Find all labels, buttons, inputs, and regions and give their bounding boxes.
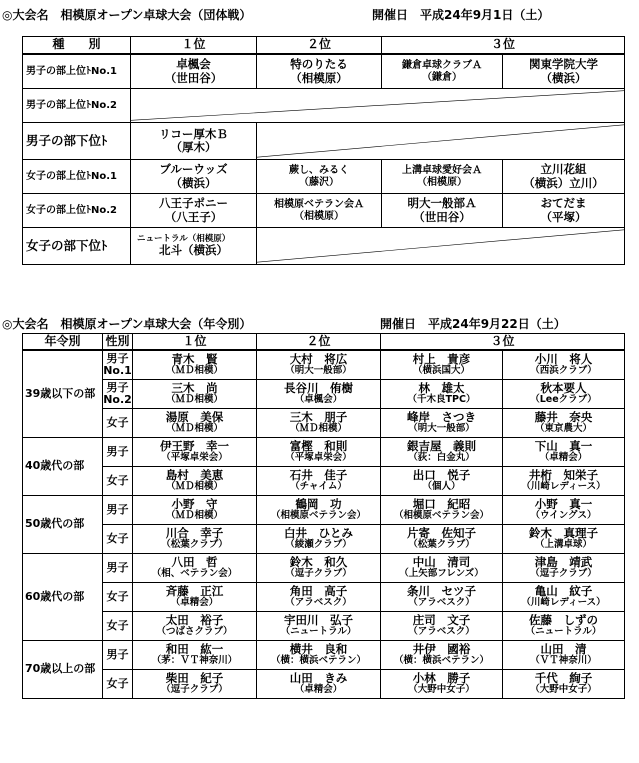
player-name: 小野 守 xyxy=(171,496,218,511)
player-name: 鈴木 和久 xyxy=(289,554,348,569)
sex-cell: 女子 xyxy=(103,612,133,641)
player-club: （卓精会） xyxy=(294,684,343,696)
table-row xyxy=(23,54,625,89)
winner-cell xyxy=(133,438,257,467)
category-cell: 男子の部下位ﾄ xyxy=(23,123,131,160)
table-row xyxy=(23,467,625,496)
result-cell: 立川花組 （横浜）立川） xyxy=(503,160,625,194)
player-club: （綾瀬クラブ） xyxy=(285,539,352,551)
player-club: （卓精会） xyxy=(170,597,219,609)
sex-cell: 男子 xyxy=(103,438,133,467)
sex-cell: 男子 No.1 xyxy=(103,350,133,380)
table-row xyxy=(23,160,625,194)
result-cell: リコー厚木Ｂ （厚木） xyxy=(131,123,257,160)
player-name: 条川 セツ子 xyxy=(407,583,476,598)
player-club: （大野中女子） xyxy=(530,684,597,696)
table-row xyxy=(23,228,625,265)
player-club: （平塚卓栄会） xyxy=(285,452,352,464)
sex-cell: 男子 xyxy=(103,641,133,670)
winner-cell xyxy=(133,612,257,641)
winner-cell xyxy=(381,467,503,496)
table-row xyxy=(23,89,625,123)
winner-cell xyxy=(133,525,257,554)
player-club: （明大一般部） xyxy=(408,423,475,435)
winner-cell xyxy=(381,612,503,641)
winner-cell xyxy=(133,496,257,525)
player-club: （茅：ＶＴ神奈川） xyxy=(151,655,238,667)
player-club: （明大一般部） xyxy=(285,365,352,377)
winner-cell xyxy=(503,525,625,554)
header-sex: 性別 xyxy=(103,334,133,351)
table-row xyxy=(23,612,625,641)
player-club: （ＭＤ相模） xyxy=(165,394,223,406)
age-group-cell: 70歳以上の部 xyxy=(23,641,103,699)
player-name: 三木 尚 xyxy=(171,380,218,395)
player-name: 秋本要人 xyxy=(540,380,587,395)
age-group-cell: 39歳以下の部 xyxy=(23,350,103,438)
player-name: 片寄 佐知子 xyxy=(407,525,476,540)
player-name: 角田 高子 xyxy=(289,583,348,598)
winner-cell xyxy=(257,525,381,554)
slash-line xyxy=(257,228,624,264)
winner-cell xyxy=(503,670,625,699)
winner-cell xyxy=(381,641,503,670)
player-club: （逗子クラブ） xyxy=(161,684,228,696)
age-event-header xyxy=(2,315,632,332)
result-cell: 関東学院大学 （横浜） xyxy=(503,54,625,89)
table-row xyxy=(23,641,625,670)
player-club: （アラベスク） xyxy=(408,626,475,638)
winner-cell xyxy=(503,380,625,409)
result-cell: 蕨し、みるく （藤沢） xyxy=(257,160,382,194)
winner-cell xyxy=(257,409,381,438)
player-name: 井桁 知栄子 xyxy=(529,467,598,482)
winner-cell xyxy=(257,350,381,380)
player-club: （千木良TPC） xyxy=(407,394,476,406)
player-name: 佐藤 しずの xyxy=(529,612,598,627)
result-cell: ニュートラル（相模原） 北斗（横浜） xyxy=(131,228,257,265)
winner-cell xyxy=(503,612,625,641)
player-name: 小林 勝子 xyxy=(412,670,471,685)
player-club: （アラベスク） xyxy=(408,597,475,609)
player-name: 和田 紘一 xyxy=(165,641,224,656)
player-club: （上溝卓球） xyxy=(535,539,593,551)
player-club: （Leeクラブ） xyxy=(530,394,597,406)
player-name: 鶴岡 功 xyxy=(295,496,342,511)
player-club: （横：横浜ベテラン） xyxy=(393,655,489,667)
winner-cell xyxy=(503,409,625,438)
winner-cell xyxy=(503,467,625,496)
winner-cell xyxy=(133,409,257,438)
player-club: （横：横浜ベテラン） xyxy=(270,655,366,667)
age-event-date: 開催日 平成24年9月22日（土） xyxy=(380,317,566,331)
header-first: １位 xyxy=(131,37,257,55)
empty-slashed-cell xyxy=(257,123,625,160)
player-club: （卓精会） xyxy=(539,452,588,464)
player-name: 小野 真一 xyxy=(534,496,593,511)
table-row xyxy=(23,350,625,380)
player-name: 下山 真一 xyxy=(534,438,593,453)
category-cell: 女子の部下位ﾄ xyxy=(23,228,131,265)
table-row xyxy=(23,554,625,583)
player-club: （川崎レディース） xyxy=(521,597,606,609)
player-club: （アラベスク） xyxy=(285,597,352,609)
player-name: 中山 清司 xyxy=(412,554,471,569)
result-cell: 相模原ベテラン会Ａ （相模原） xyxy=(257,194,382,228)
table-header-row xyxy=(23,37,625,55)
winner-cell xyxy=(257,670,381,699)
winner-cell xyxy=(381,525,503,554)
table-row xyxy=(23,409,625,438)
table-header-row xyxy=(23,334,625,351)
winner-cell xyxy=(503,554,625,583)
category-cell: 女子の部上位ﾄNo.2 xyxy=(23,194,131,228)
player-club: （東京農大） xyxy=(535,423,593,435)
result-cell: おてだま （平塚） xyxy=(503,194,625,228)
player-club: （相模原ベテラン会） xyxy=(270,510,366,522)
winner-cell xyxy=(381,409,503,438)
winner-cell xyxy=(257,612,381,641)
header-third: ３位 xyxy=(381,334,625,351)
result-cell: ブルーウッズ （横浜） xyxy=(131,160,257,194)
player-name: 藤井 奈央 xyxy=(534,409,593,424)
player-club: （ウイングス） xyxy=(530,510,597,522)
winner-cell xyxy=(257,496,381,525)
player-name: 島村 美恵 xyxy=(165,467,224,482)
player-name: 出口 悦子 xyxy=(412,467,471,482)
player-club: （逗子クラブ） xyxy=(530,568,597,580)
player-club: （上矢部フレンズ） xyxy=(399,568,484,580)
table-row xyxy=(23,438,625,467)
player-name: 亀山 紋子 xyxy=(534,583,593,598)
age-group-cell: 40歳代の部 xyxy=(23,438,103,496)
result-cell: 八王子ポニー （八王子） xyxy=(131,194,257,228)
player-club: （西浜クラブ） xyxy=(530,365,597,377)
sex-cell: 女子 xyxy=(103,583,133,612)
player-club: （ニュートラル） xyxy=(280,626,357,638)
player-name: 大村 将広 xyxy=(289,351,348,366)
empty-slashed-cell xyxy=(257,228,625,265)
player-club: （ＭＤ相模） xyxy=(165,365,223,377)
player-club: （相、ベテラン会） xyxy=(151,568,238,580)
player-name: 千代 絢子 xyxy=(534,670,593,685)
winner-cell xyxy=(381,670,503,699)
winner-cell xyxy=(381,438,503,467)
table-row xyxy=(23,123,625,160)
player-name: 青木 賢 xyxy=(171,351,218,366)
winner-cell xyxy=(257,554,381,583)
header-first: １位 xyxy=(133,334,257,351)
winner-cell xyxy=(257,583,381,612)
player-club: （チャイム） xyxy=(290,481,347,493)
player-club: （ＭＤ相模） xyxy=(165,481,223,493)
sex-cell: 女子 xyxy=(103,525,133,554)
result-cell: 明大一般部Ａ （世田谷） xyxy=(382,194,503,228)
player-club: （卓楓会） xyxy=(294,394,343,406)
table-row xyxy=(23,583,625,612)
slash-line xyxy=(257,123,624,159)
player-name: 宇田川 弘子 xyxy=(284,612,353,627)
winner-cell xyxy=(381,554,503,583)
sex-cell: 男子 xyxy=(103,496,133,525)
team-results-table xyxy=(22,36,625,265)
player-name: 石井 佳子 xyxy=(289,467,348,482)
empty-slashed-cell xyxy=(131,89,625,123)
winner-cell xyxy=(503,438,625,467)
player-club: （ＶＴ神奈川） xyxy=(530,655,597,667)
team-event-date: 開催日 平成24年9月1日（土） xyxy=(372,8,550,22)
winner-cell xyxy=(133,670,257,699)
sex-cell: 女子 xyxy=(103,467,133,496)
player-name: 富樫 和則 xyxy=(289,438,348,453)
result-cell: 鎌倉卓球クラブＡ （鎌倉） xyxy=(382,54,503,89)
header-second: ２位 xyxy=(257,37,382,55)
result-cell: 特のりたる （相模原） xyxy=(257,54,382,89)
winner-cell xyxy=(133,467,257,496)
player-name: 銀吉屋 義則 xyxy=(407,438,476,453)
header-second: ２位 xyxy=(257,334,381,351)
winner-cell xyxy=(257,467,381,496)
player-name: 津島 靖武 xyxy=(534,554,593,569)
player-name: 白井 ひとみ xyxy=(284,525,353,540)
winner-cell xyxy=(257,380,381,409)
sex-cell: 女子 xyxy=(103,409,133,438)
player-club: （横浜国大） xyxy=(412,365,470,377)
player-club: （ニュートラル） xyxy=(525,626,602,638)
sex-cell: 男子 No.2 xyxy=(103,380,133,409)
player-name: 柴田 紀子 xyxy=(165,670,224,685)
header-age: 年令別 xyxy=(23,334,103,351)
player-name: 八田 哲 xyxy=(171,554,218,569)
player-club: （個人） xyxy=(422,481,461,493)
player-club: （逗子クラブ） xyxy=(285,568,352,580)
team-event-title: ◎大会名 相模原オープン卓球大会（団体戦） xyxy=(2,8,252,22)
header-category: 種 別 xyxy=(23,37,131,55)
table-row xyxy=(23,496,625,525)
age-results-table xyxy=(22,333,625,699)
player-name: 横井 良和 xyxy=(289,641,348,656)
player-name: 斉藤 正江 xyxy=(165,583,224,598)
player-name: 堀口 紀昭 xyxy=(412,496,471,511)
player-name: 伊王野 幸一 xyxy=(160,438,229,453)
player-name: 峰岸 さつき xyxy=(407,409,476,424)
player-name: 小川 将人 xyxy=(534,351,593,366)
player-club: （ＭＤ相模） xyxy=(289,423,347,435)
player-club: （ＭＤ相模） xyxy=(165,510,223,522)
table-row xyxy=(23,380,625,409)
winner-cell xyxy=(381,496,503,525)
table-row xyxy=(23,525,625,554)
winner-cell xyxy=(503,641,625,670)
player-club: （平塚卓栄会） xyxy=(161,452,228,464)
team-event-header xyxy=(2,6,632,23)
category-cell: 男子の部上位ﾄNo.1 xyxy=(23,54,131,89)
result-cell: 卓楓会 （世田谷） xyxy=(131,54,257,89)
player-name: 太田 裕子 xyxy=(165,612,224,627)
sex-cell: 女子 xyxy=(103,670,133,699)
player-club: （相模原ベテラン会） xyxy=(393,510,489,522)
winner-cell xyxy=(133,641,257,670)
winner-cell xyxy=(257,438,381,467)
player-club: （松葉クラブ） xyxy=(161,539,228,551)
winner-cell xyxy=(133,583,257,612)
player-name: 村上 貴彦 xyxy=(412,351,471,366)
category-cell: 女子の部上位ﾄNo.1 xyxy=(23,160,131,194)
table-row xyxy=(23,194,625,228)
player-name: 山田 きみ xyxy=(289,670,348,685)
player-club: （ＭＤ相模） xyxy=(165,423,223,435)
player-club: （荻：白金丸） xyxy=(408,452,475,464)
player-club: （つばさクラブ） xyxy=(156,626,233,638)
category-cell: 男子の部上位ﾄNo.2 xyxy=(23,89,131,123)
result-cell: 上溝卓球愛好会Ａ （相模原） xyxy=(382,160,503,194)
winner-cell xyxy=(503,350,625,380)
winner-cell xyxy=(133,554,257,583)
player-club: （松葉クラブ） xyxy=(408,539,475,551)
slash-line xyxy=(131,89,624,122)
winner-cell xyxy=(257,641,381,670)
player-name: 湯原 美保 xyxy=(165,409,224,424)
winner-cell xyxy=(503,496,625,525)
player-name: 鈴木 真理子 xyxy=(529,525,598,540)
player-name: 川合 幸子 xyxy=(165,525,224,540)
sex-cell: 男子 xyxy=(103,554,133,583)
table-row xyxy=(23,670,625,699)
player-name: 三木 朋子 xyxy=(289,409,348,424)
age-group-cell: 60歳代の部 xyxy=(23,554,103,641)
age-event-title: ◎大会名 相模原オープン卓球大会（年令別） xyxy=(2,317,252,331)
player-club: （大野中女子） xyxy=(408,684,475,696)
winner-cell xyxy=(381,583,503,612)
player-name: 庄司 文子 xyxy=(412,612,471,627)
winner-cell xyxy=(503,583,625,612)
player-name: 長谷川 侑樹 xyxy=(284,380,353,395)
header-third: ３位 xyxy=(382,37,625,55)
player-name: 山田 清 xyxy=(540,641,587,656)
player-club: （川崎レディース） xyxy=(521,481,606,493)
winner-cell xyxy=(133,350,257,380)
player-name: 林 雄太 xyxy=(418,380,465,395)
player-name: 井伊 國裕 xyxy=(412,641,471,656)
winner-cell xyxy=(381,380,503,409)
age-group-cell: 50歳代の部 xyxy=(23,496,103,554)
winner-cell xyxy=(133,380,257,409)
winner-cell xyxy=(381,350,503,380)
